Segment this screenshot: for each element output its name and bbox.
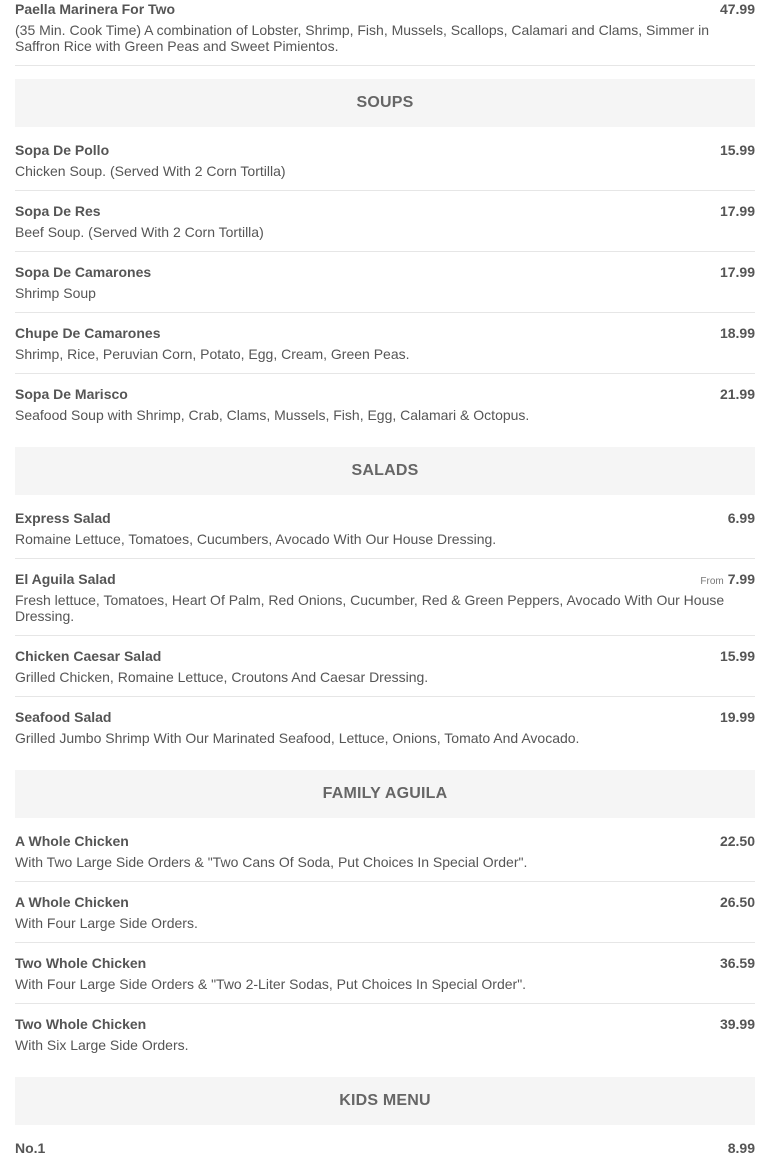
menu-item-description: (35 Min. Cook Time) A combination of Lobster, Shrimp, Fish, Mussels, Scallops, Calamari and Clams, Simmer in Saffron Rice with Green Peas and Sweet Pimientos. (15, 22, 710, 54)
menu-item-price-wrap (728, 1138, 755, 1158)
menu-item-description: Fresh lettuce, Tomatoes, Heart Of Palm, Red Onions, Cucumber, Red & Green Peppers, Avocado With Our House Dressing. (15, 592, 725, 624)
menu-item-price-wrap (720, 384, 755, 404)
menu-item-head (15, 508, 755, 528)
menu-item-name: Sopa De Res (15, 203, 101, 219)
section-header: SALADS (15, 447, 755, 495)
menu-item-name: Sopa De Pollo (15, 142, 110, 158)
menu-item[interactable] (15, 374, 755, 434)
menu-item-name: Sopa De Camarones (15, 264, 152, 280)
menu-item-head (15, 0, 755, 19)
menu-item-description: Grilled Jumbo Shrimp With Our Marinated Seafood, Lettuce, Onions, Tomato And Avocado. (15, 730, 580, 746)
menu-item-price: 47.99 (719, 1, 755, 17)
menu-item-price: 17.99 (719, 264, 755, 280)
menu-item-description: Seafood Soup with Shrimp, Crab, Clams, Mussels, Fish, Egg, Calamari & Octopus. (15, 407, 530, 423)
menu-item[interactable] (15, 0, 755, 66)
menu-item[interactable] (15, 191, 755, 252)
menu-item-price: 18.99 (719, 325, 755, 341)
menu-item-price-wrap (720, 646, 755, 666)
menu-item-price: 19.99 (719, 709, 755, 725)
menu-item-name: A Whole Chicken (15, 894, 129, 910)
menu-item[interactable] (15, 821, 755, 882)
menu-item-price-wrap (728, 508, 755, 528)
menu-item-price-wrap (720, 892, 755, 912)
menu-item-price-wrap (720, 831, 755, 851)
menu-item-head (15, 831, 755, 851)
menu-item[interactable] (15, 882, 755, 943)
menu-item-head (15, 707, 755, 727)
menu-item-name: Sopa De Marisco (15, 386, 128, 402)
price-prefix: From (700, 576, 724, 587)
menu-item-name: Paella Marinera For Two (15, 1, 176, 17)
menu-item-price: 7.99 (727, 571, 755, 587)
menu-item-name: Two Whole Chicken (15, 1016, 147, 1032)
menu-item-name: Two Whole Chicken (15, 955, 147, 971)
menu-item-head (15, 892, 755, 912)
menu-item-name: Chupe De Camarones (15, 325, 161, 341)
menu-item-price-wrap (720, 201, 755, 221)
menu-item-description: Beef Soup. (Served With 2 Corn Tortilla) (15, 224, 264, 240)
menu-item-description: Shrimp Soup (15, 285, 96, 301)
menu-item-price: 17.99 (719, 203, 755, 219)
menu-item-description: With Two Large Side Orders & "Two Cans Of Soda, Put Choices In Special Order". (15, 854, 528, 870)
menu-item-price: 21.99 (719, 386, 755, 402)
menu-item-head (15, 384, 755, 404)
menu-item-description: With Six Large Side Orders. (15, 1037, 189, 1053)
menu-item-price: 8.99 (727, 1140, 755, 1156)
menu-item-head (15, 646, 755, 666)
menu-item-price-wrap (720, 953, 755, 973)
menu-item-price: 6.99 (727, 510, 755, 526)
menu-item-head (15, 201, 755, 221)
menu-item-price-wrap (700, 569, 755, 592)
menu-item-price-wrap (720, 1014, 755, 1034)
menu-item-head (15, 1138, 755, 1158)
section-items (15, 818, 755, 1064)
menu-item[interactable] (15, 943, 755, 1004)
menu-item[interactable] (15, 498, 755, 559)
menu-item-name: El Aguila Salad (15, 571, 116, 587)
menu-item-price-wrap (720, 323, 755, 343)
menu-item[interactable] (15, 130, 755, 191)
menu-item[interactable] (15, 313, 755, 374)
menu-item-name: Seafood Salad (15, 709, 112, 725)
section-items (15, 127, 755, 434)
menu-item-name: No.1 (15, 1140, 46, 1156)
menu-item-description: Shrimp, Rice, Peruvian Corn, Potato, Egg, Cream, Green Peas. (15, 346, 410, 362)
menu-item-price: 39.99 (719, 1016, 755, 1032)
section-items (15, 495, 755, 757)
menu-item-description: Chicken Soup. (Served With 2 Corn Tortilla) (15, 163, 286, 179)
menu-item-description: Romaine Lettuce, Tomatoes, Cucumbers, Avocado With Our House Dressing. (15, 531, 497, 547)
menu-item-head (15, 569, 755, 589)
menu-item-head (15, 140, 755, 160)
menu-item-head (15, 1014, 755, 1034)
menu-item[interactable] (15, 1128, 755, 1169)
menu-item-head (15, 262, 755, 282)
section-header: FAMILY AGUILA (15, 770, 755, 818)
section-header: SOUPS (15, 79, 755, 127)
menu-item-description: With Four Large Side Orders. (15, 915, 198, 931)
section-header: KIDS MENU (15, 1077, 755, 1125)
menu-item-name: Chicken Caesar Salad (15, 648, 162, 664)
menu-item[interactable] (15, 636, 755, 697)
menu-item-description: With Four Large Side Orders & "Two 2-Liter Sodas, Put Choices In Special Order". (15, 976, 527, 992)
menu-item-price: 22.50 (719, 833, 755, 849)
menu-item-name: Express Salad (15, 510, 111, 526)
menu-item-price: 26.50 (719, 894, 755, 910)
menu-sections (15, 79, 755, 1169)
menu-item-description: Grilled Chicken, Romaine Lettuce, Croutons And Caesar Dressing. (15, 669, 429, 685)
menu-item[interactable] (15, 252, 755, 313)
menu-item-price: 15.99 (719, 142, 755, 158)
menu-list (15, 0, 755, 1169)
menu-item-price: 36.59 (719, 955, 755, 971)
menu-item-name: A Whole Chicken (15, 833, 129, 849)
menu-item-head (15, 953, 755, 973)
menu-item[interactable] (15, 697, 755, 757)
menu-item-price-wrap (720, 140, 755, 160)
menu-item-price-wrap (720, 707, 755, 727)
menu-item-head (15, 323, 755, 343)
menu-item[interactable] (15, 1004, 755, 1064)
menu-item[interactable] (15, 559, 755, 636)
menu-item-price: 15.99 (719, 648, 755, 664)
section-items (15, 1125, 755, 1169)
menu-item-price-wrap (720, 262, 755, 282)
